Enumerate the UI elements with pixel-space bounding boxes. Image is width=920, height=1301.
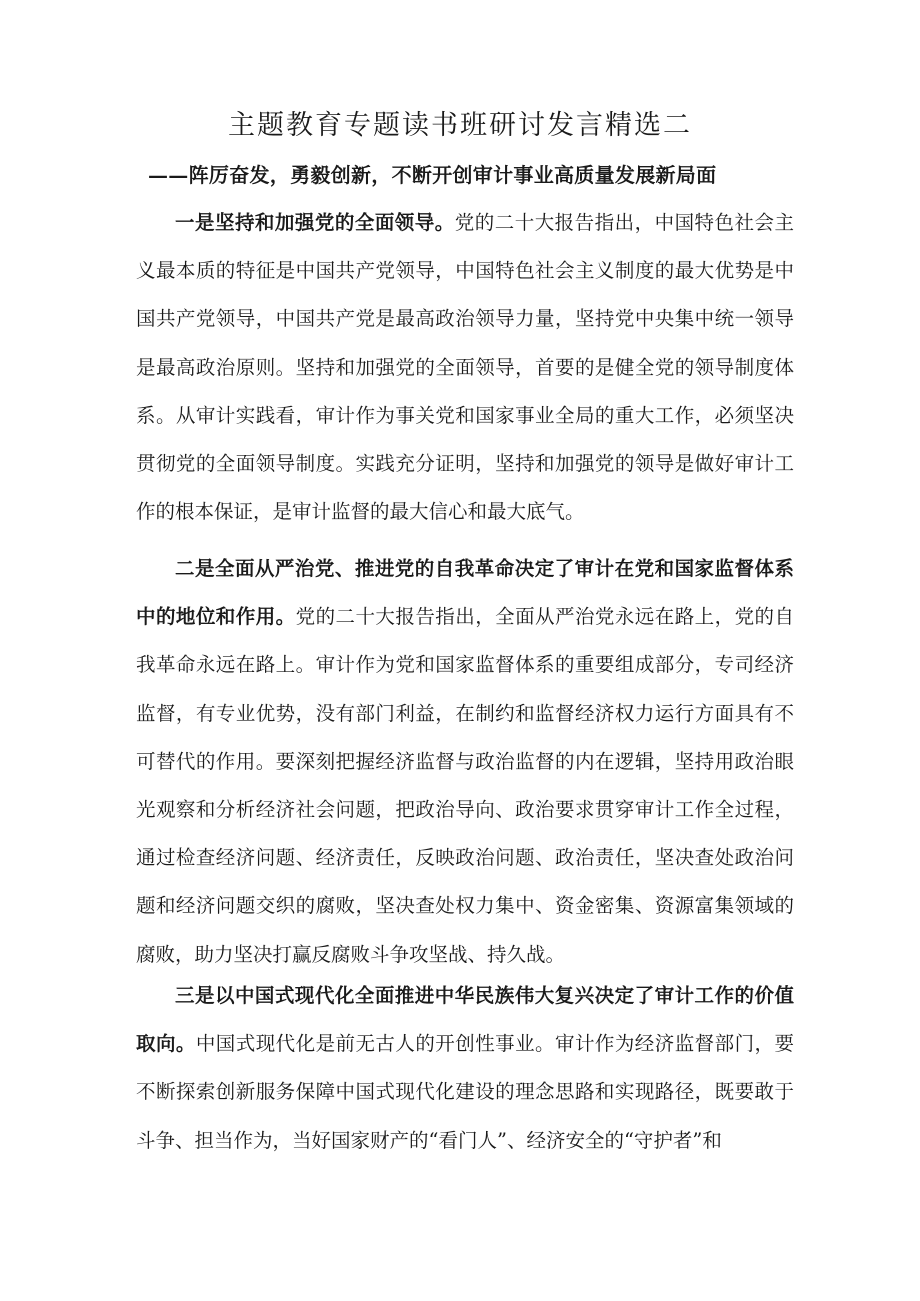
paragraph-3-body: 中国式现代化是前无古人的开创性事业。审计作为经济监督部门，要不断探索创新服务保障中国式现代化建设的理念思路和实现路径，既要敢于斗争、担当作为，当好国家财产的“看门人”、经济安全的“守护者”和 <box>136 1032 794 1152</box>
paragraph-1-body: 党的二十大报告指出，中国特色社会主义最本质的特征是中国共产党领导，中国特色社会主义制度的最大优势是中国共产党领导，中国共产党是最高政治领导力量，坚持党中央集中统一领导是最高政治原则。坚持和加强党的全面领导，首要的是健全党的领导制度体系。从审计实践看，审计作为事关党和国家事业全局的重大工作，必须坚决贯彻党的全面领导制度。实践充分证明，坚持和加强党的领导是做好审计工作的根本保证，是审计监督的最大信心和最大底气。 <box>136 211 794 524</box>
paragraph-2 <box>136 545 794 979</box>
paragraph-2-lead: 二是全面从严治党、推进党的自我革命决定了审计在党和国家监督体系中的地位和作用。 <box>136 557 794 629</box>
document-title: 主题教育专题读书班研讨发言精选二 <box>228 110 692 141</box>
paragraph-2-body: 党的二十大报告指出，全面从严治党永远在路上，党的自我革命永远在路上。审计作为党和国家监督体系的重要组成部分，专司经济监督，有专业优势，没有部门利益，在制约和监督经济权力运行方面具有不可替代的作用。要深刻把握经济监督与政治监督的内在逻辑，坚持用政治眼光观察和分析经济社会问题，把政治导向、政治要求贯穿审计工作全过程，通过检查经济问题、经济责任，反映政治问题、政治责任，坚决查处政治问题和经济问题交织的腐败，坚决查处权力集中、资金密集、资源富集领域的腐败，助力坚决打赢反腐败斗争攻坚战、持久战。 <box>136 605 794 966</box>
paragraph-1 <box>136 199 794 536</box>
paragraph-3-lead: 三是以中国式现代化全面推进中华民族伟大复兴决定了审计工作的价值取向。 <box>136 984 794 1056</box>
paragraph-1-lead: 一是坚持和加强党的全面领导。 <box>175 211 455 234</box>
document-subtitle: ——阵厉奋发，勇毅创新，不断开创审计事业高质量发展新局面 <box>148 163 717 187</box>
paragraph-3 <box>136 972 794 1165</box>
